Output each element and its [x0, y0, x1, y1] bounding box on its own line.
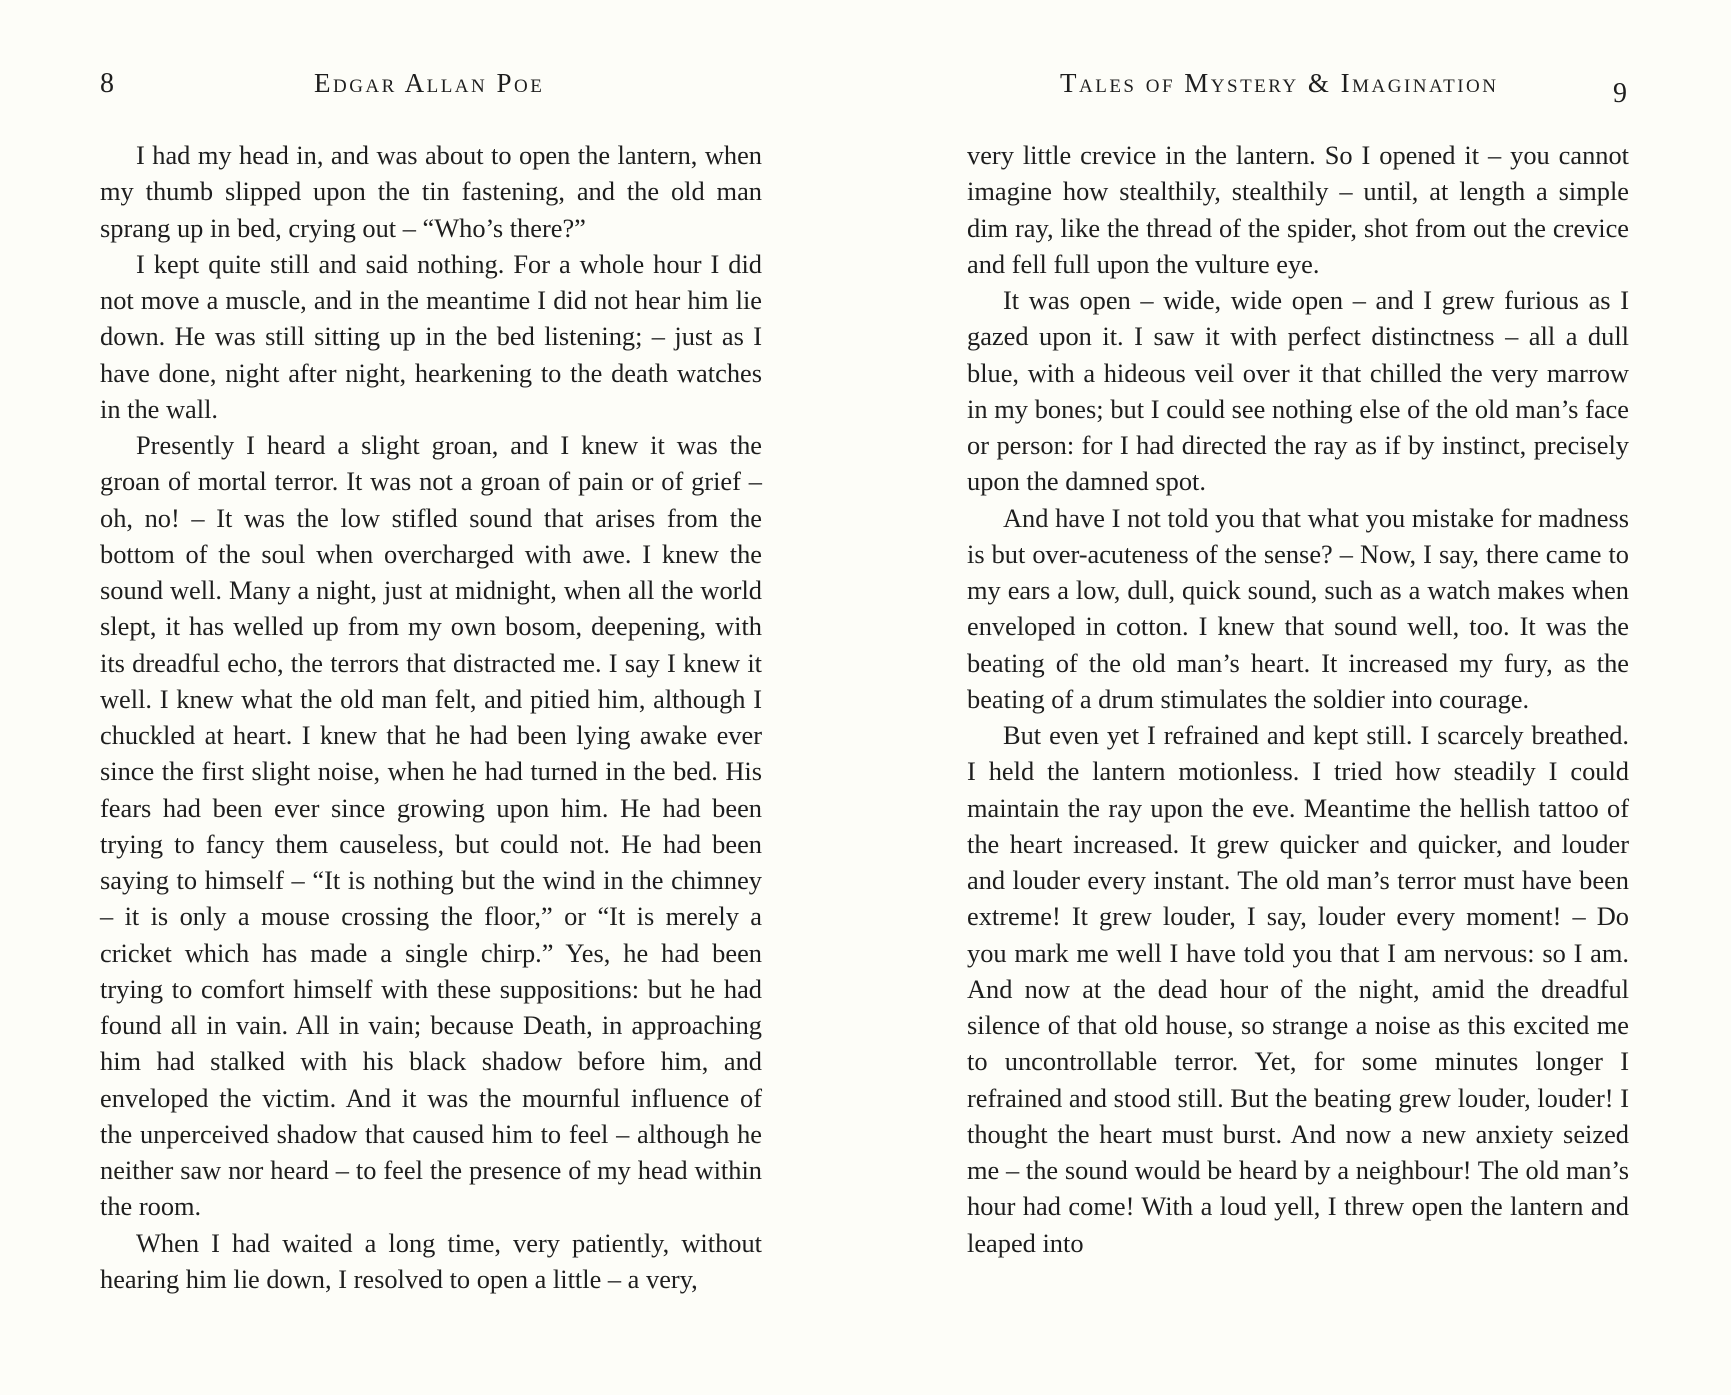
paragraph: I kept quite still and said nothing. For a whole hour I did not move a muscle, and in the meantime I did not hear him lie down. He was still sitting up in the bed listening; – just as I have done, night after night, hearkening to the death watches in the wall.	[100, 248, 762, 424]
right-running-title: Tales of Mystery & Imagination	[1060, 68, 1499, 98]
paragraph: Presently I heard a slight groan, and I knew it was the groan of mortal terror. It was not a groan of pain or of grief – oh, no! – It was the low stifled sound that arises from the bottom of the soul when overcharged with awe. I knew the sound well. Many a night, just at midnight, when all the world slept, it has welled up from my own bosom, deepening, with its dreadful echo, the terrors that distracted me. I say I knew it well. I knew what the old man felt, and pitied him, although I chuckled at heart. I knew that he had been lying awake ever since the first slight noise, when he had turned in the bed. His fears had been ever since growing upon him. He had been trying to fancy them causeless, but could not. He had been saying to himself – “It is nothing but the wind in the chimney – it is only a mouse crossing the floor,” or “It is merely a cricket which has made a single chirp.” Yes, he had been trying to comfort himself with these suppositions: but he had found all in vain. All in vain; because Death, in approaching him had stalked with his black shadow before him, and enveloped the victim. And it was the mournful influence of the unperceived shadow that caused him to feel – although he neither saw nor heard – to feel the presence of my head within the room.	[100, 430, 762, 1222]
paragraph: And have I not told you that what you mistake for madness is but over-acuteness of the sense? – Now, I say, there came to my ears a low, dull, quick sound, such as a watch makes when enveloped in cotton. I knew that sound well, too. It was the beating of the old man’s heart. It increased my fury, as the beating of a drum stimulates the soldier into courage.	[967, 502, 1629, 714]
left-running-title: Edgar Allan Poe	[314, 68, 545, 98]
right-page	[967, 0, 1629, 1395]
right-page-number: 9	[1613, 78, 1627, 109]
left-running-head	[100, 68, 762, 108]
paragraph: But even yet I refrained and kept still. I scarcely breathed. I held the lantern motionless. I tried how steadily I could maintain the ray upon the eve. Meantime the hellish tattoo of the heart increased. It grew quicker and quicker, and louder and louder every instant. The old man’s terror must have been extreme! It grew louder, I say, louder every moment! – Do you mark me well I have told you that I am nervous: so I am. And now at the dead hour of the night, amid the dreadful silence of that old house, so strange a noise as this excited me to uncontrollable terror. Yet, for some minutes longer I refrained and stood still. But the beating grew louder, louder! I thought the heart must burst. And now a new anxiety seized me – the sound would be heard by a neighbour! The old man’s hour had come! With a loud yell, I threw open the lantern and leaped into	[967, 720, 1629, 1258]
continued-paragraph: very little crevice in the lantern. So I opened it – you cannot imagine how stealthily, stealthily – until, at length a simple dim ray, like the thread of the spider, shot from out the crevice and fell full upon the vulture eye.	[967, 140, 1629, 279]
left-page-number: 8	[100, 68, 114, 99]
left-page	[100, 0, 762, 1395]
left-text-block	[100, 137, 762, 1297]
paragraph: When I had waited a long time, very patiently, without hearing him lie down, I resolved to open a little – a very,	[100, 1227, 762, 1294]
paragraph: It was open – wide, wide open – and I grew furious as I gazed upon it. I saw it with perfect distinctness – all a dull blue, with a hideous veil over it that chilled the very marrow in my bones; but I could see nothing else of the old man’s face or person: for I had directed the ray as if by instinct, precisely upon the damned spot.	[967, 285, 1629, 497]
right-text-block	[967, 137, 1629, 1261]
paragraph: I had my head in, and was about to open the lantern, when my thumb slipped upon the tin fastening, and the old man sprang up in bed, crying out – “Who’s there?”	[100, 140, 762, 243]
right-running-head	[967, 68, 1629, 108]
